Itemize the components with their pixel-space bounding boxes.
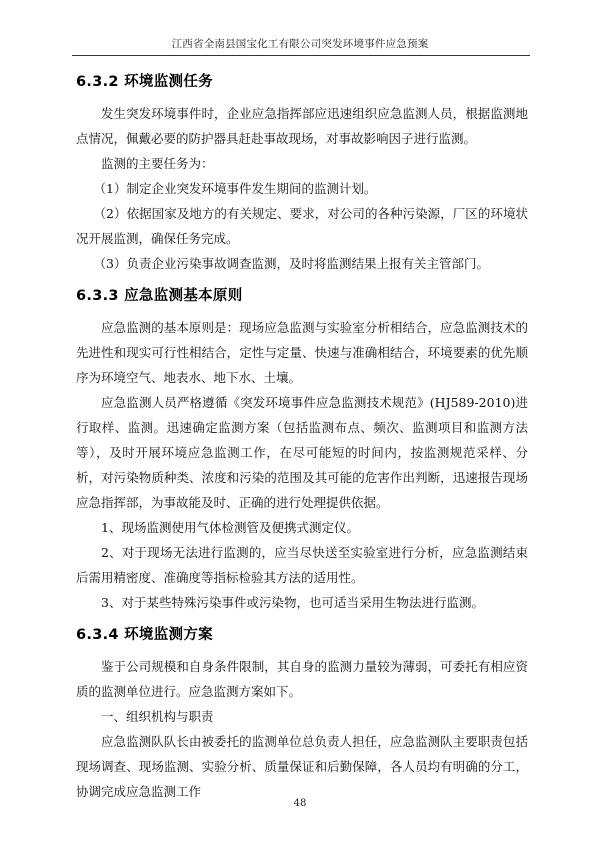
section-6-3-3 [76,284,528,615]
paragraph: 应急监测人员严格遵循《突发环境事件应急监测技术规范》(HJ589-2010)进行取样、监测。迅速确定监测方案（包括监测布点、频次、监测项目和监测方法等），及时开展环境应急监测工作，在尽可能短的时间内，按监测规范采样、分析，对污染物质种类、浓度和污染的范围及其可能的危害作出判断，迅速报告现场应急指挥部，为事故能及时、正确的进行处理提供依据。 [76,395,528,510]
paragraph: 鉴于公司规模和自身条件限制，其自身的监测力量较为薄弱，可委托有相应资质的监测单位进行。应急监测方案如下。 [76,659,528,699]
list-item: 1、现场监测使用气体检测管及便携式测定仪。 [101,520,359,535]
list-item: 3、对于某些特殊污染事件或污染物，也可适当采用生物法进行监测。 [101,595,484,610]
list-item: （1）制定企业突发环境事件发生期间的监测计划。 [93,181,377,196]
paragraph: 发生突发环境事件时，企业应急指挥部应迅速组织应急监测人员，根据监测地点情况，佩戴必要的防护器具赶赴事故现场，对事故影响因子进行监测。 [76,106,528,146]
section-6-3-4 [76,623,528,804]
section-heading: 6.3.4 环境监测方案 [76,627,213,643]
paragraph: 应急监测队队长由被委托的监测单位总负责人担任，应急监测队主要职责包括现场调查、现场监测、实验分析、质量保证和后勤保障，各人员均有明确的分工，协调完成应急监测工作 [76,734,528,799]
section-6-3-2 [76,70,528,276]
paragraph: 监测的主要任务为： [101,156,214,171]
section-heading: 6.3.2 环境监测任务 [76,74,213,90]
list-item: 2、对于现场无法进行监测的，应当尽快送至实验室进行分析，应急监测结束后需用精密度、准确度等指标检验其方法的适用性。 [76,545,528,585]
paragraph: 应急监测的基本原则是：现场应急监测与实验室分析相结合，应急监测技术的先进性和现实可行性相结合，定性与定量、快速与准确相结合，环境要素的优先顺序为环境空气、地表水、地下水、土壤。 [76,320,528,385]
subsection-title: 一、组织机构与职责 [101,709,214,724]
page-number: 48 [293,798,307,809]
section-heading: 6.3.3 应急监测基本原则 [76,288,243,304]
header-rule [72,55,530,56]
running-header: 江西省全南县国宝化工有限公司突发环境事件应急预案 [171,38,429,50]
page-content [76,62,528,804]
list-item: （2）依据国家及地方的有关规定、要求，对公司的各种污染源，厂区的环境状况开展监测，确保任务完成。 [76,206,528,246]
list-item: （3）负责企业污染事故调查监测，及时将监测结果上报有关主管部门。 [93,256,489,271]
